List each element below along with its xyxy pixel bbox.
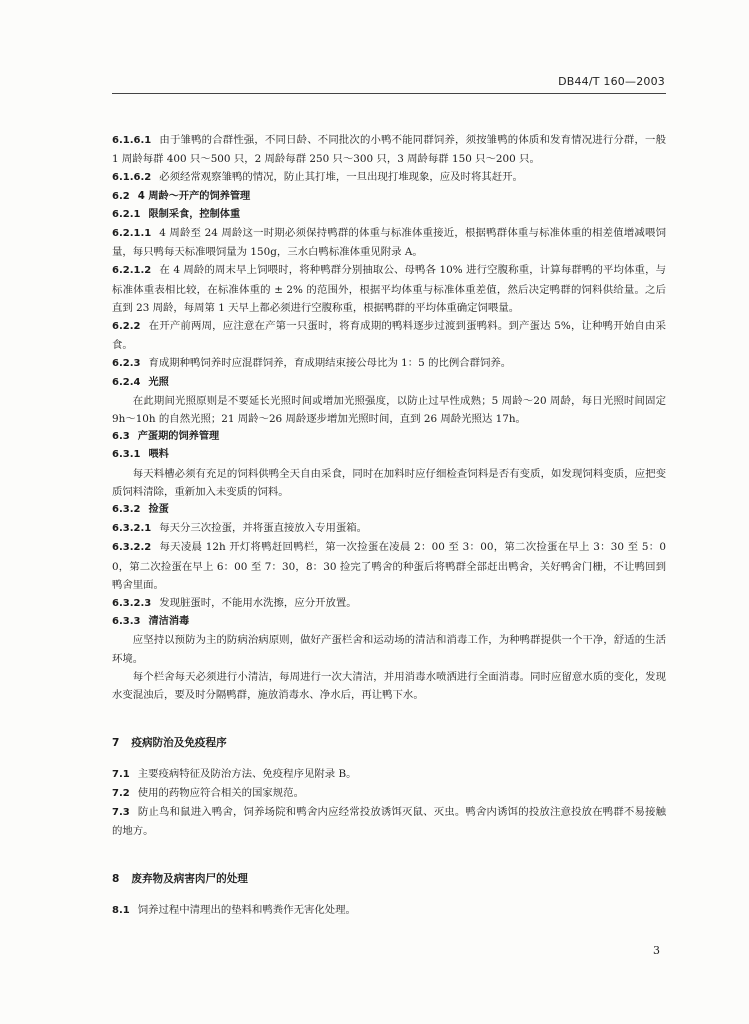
clause-text: 每天料槽必须有充足的饲料供鸭全天自由采食，同时在加料时应仔细检查饲料是否有变质，如发现饲料变质，应把变质饲料清除，重新加入未变质的饲料。 — [112, 467, 666, 498]
clause-text: 每天凌晨 12h 开灯将鸭赶回鸭栏，第一次捡蛋在凌晨 2：00 至 3：00，第二次捡蛋在早上 3：30 至 5：00，第二次捡蛋在早上 6：00 至 7：30，8：30 捡完了鸭舍的种蛋后将鸭群全部赶出鸭舍，关好鸭舍门栅，不让鸭回到鸭舍里面。 — [112, 541, 666, 591]
clause-text: 在开产前两周，应注意在产第一只蛋时，将育成期的鸭料逐步过渡到蛋鸭料。到产蛋达 5%，让种鸭开始自由采食。 — [112, 320, 666, 352]
clause-text: 发现脏蛋时，不能用水洗擦，应分开放置。 — [159, 597, 357, 610]
clause-6-2-1-1 — [112, 224, 666, 261]
document-body — [112, 131, 666, 920]
clause-text: 使用的药物应符合相关的国家规范。 — [137, 786, 304, 799]
clause-number: 8.1 — [112, 904, 130, 916]
clause-text: 4 周龄～开产的饲养管理 — [137, 190, 251, 202]
section-heading-6-3-3 — [112, 613, 666, 631]
clause-6-1-6-1 — [112, 131, 666, 168]
clause-number: 6.2.1.1 — [112, 228, 152, 240]
clause-number: 6.2.1.2 — [112, 265, 152, 277]
clause-number: 8 — [112, 873, 120, 886]
clause-text: 每天分三次捡蛋，并将蛋直接放入专用蛋箱。 — [159, 522, 368, 535]
page-number: 3 — [653, 944, 660, 957]
section-heading-6-2 — [112, 188, 666, 206]
clause-body-6-3-3-body2 — [112, 668, 666, 704]
clause-number: 6.2.2 — [112, 321, 141, 333]
clause-text: 在 4 周龄的周末早上饲喂时，将种鸭群分别抽取公、母鸭各 10% 进行空腹称重，计算每群鸭的平均体重，与标准体重表相比较，在标准体重的 ± 2% 的范围外，根据平均体重与标准体重差值，然后决定鸭群的饲料供给量。之后直到 23 周龄，每周第 1 天早上都必须进行空腹称重，根据鸭群的平均体重确定饲喂量。 — [112, 264, 666, 314]
clause-text: 清洁消毒 — [148, 616, 190, 628]
clause-6-3-2-2 — [112, 538, 666, 594]
chapter-heading-7 — [112, 734, 666, 752]
clause-number: 6.3.3 — [112, 616, 141, 628]
section-heading-6-2-4 — [112, 374, 666, 392]
clause-number: 6.2.4 — [112, 376, 141, 388]
clause-number: 7 — [112, 737, 120, 750]
clause-text: 育成期种鸭饲养时应混群饲养，育成期结束接公母比为 1：5 的比例合群饲养。 — [148, 357, 512, 370]
clause-number: 6.3.2 — [112, 504, 141, 516]
clause-text: 限制采食，控制体重 — [148, 208, 241, 220]
clause-7-1 — [112, 765, 666, 784]
clause-8-1 — [112, 901, 666, 920]
clause-number: 6.3.1 — [112, 449, 141, 461]
clause-7-3 — [112, 803, 666, 840]
clause-text: 必须经常观察雏鸭的情况，防止其打堆，一旦出现打堆现象，应及时将其赶开。 — [159, 171, 523, 184]
clause-text: 喂料 — [148, 449, 169, 461]
clause-body-6-3-3-body1 — [112, 631, 666, 667]
clause-number: 6.3.2.3 — [112, 598, 152, 610]
clause-6-2-3 — [112, 354, 666, 373]
clause-number: 6.2 — [112, 190, 130, 202]
section-heading-6-2-1 — [112, 206, 666, 224]
section-gap — [112, 840, 666, 852]
header-rule — [112, 93, 666, 94]
clause-body-6-3-1-body — [112, 465, 666, 501]
document-code: DB44/T 160—2003 — [558, 75, 665, 88]
clause-number: 6.3.2.1 — [112, 523, 152, 535]
section-heading-6-3-1 — [112, 446, 666, 464]
section-heading-6-3-2 — [112, 501, 666, 519]
clause-6-1-6-2 — [112, 168, 666, 187]
clause-number: 6.1.6.1 — [112, 135, 152, 146]
clause-text: 由于雏鸭的合群性强，不同日龄、不同批次的小鸭不能同群饲养，须按雏鸭的体质和发育情况进行分群，一般 1 周龄每群 400 只～500 只，2 周龄每群 250 只～300 只，3 周龄每群 150 只～200 只。 — [112, 134, 666, 166]
clause-text: 4 周龄至 24 周龄这一时期必须保持鸭群的体重与标准体重接近，根据鸭群体重与标准体重的相差值增减喂饲量，每只鸭每天标准喂饲量为 150g，三水白鸭标准体重见附录 A。 — [112, 227, 666, 259]
clause-text: 防止鸟和鼠进入鸭舍，饲养场院和鸭舍内应经常投放诱饵灭鼠、灭虫。鸭舍内诱饵的投放注意投放在鸭群不易接触的地方。 — [112, 805, 666, 838]
clause-body-6-2-4-body — [112, 392, 666, 428]
clause-7-2 — [112, 784, 666, 803]
clause-number: 6.3.2.2 — [112, 542, 152, 554]
chapter-heading-8 — [112, 870, 666, 888]
clause-6-2-2 — [112, 317, 666, 354]
clause-number: 6.2.3 — [112, 358, 141, 370]
clause-number: 6.1.6.2 — [112, 172, 152, 184]
section-gap — [112, 704, 666, 716]
clause-6-2-1-2 — [112, 261, 666, 317]
clause-text: 疫病防治及免疫程序 — [131, 737, 227, 750]
clause-number: 7.1 — [112, 768, 130, 780]
clause-6-3-2-1 — [112, 519, 666, 538]
clause-number: 6.2.1 — [112, 208, 141, 220]
clause-text: 光照 — [148, 376, 169, 388]
clause-text: 在此期间光照原则是不要延长光照时间或增加光照强度，以防止过早性成熟；5 周龄～20 周龄，每日光照时间固定 9h～10h 的自然光照；21 周龄～26 周龄逐步增加光照时间，直到 26 周龄光照达 17h。 — [112, 394, 666, 426]
clause-number: 7.3 — [112, 806, 130, 818]
clause-text: 捡蛋 — [148, 504, 169, 516]
clause-text: 饲养过程中清理出的垫料和鸭粪作无害化处理。 — [137, 903, 356, 916]
clause-text: 每个栏舍每天必须进行小清洁，每周进行一次大清洁，并用消毒水喷洒进行全面消毒。同时应留意水质的变化，发现水变混浊后，要及时分隔鸭群，施放消毒水、净水后，再让鸭下水。 — [112, 670, 666, 702]
clause-number: 6.3 — [112, 431, 130, 443]
clause-6-3-2-3 — [112, 594, 666, 613]
clause-number: 7.2 — [112, 787, 130, 799]
clause-text: 应坚持以预防为主的防病治病原则，做好产蛋栏舍和运动场的清洁和消毒工作，为种鸭群提供一个干净，舒适的生活环境。 — [112, 634, 666, 665]
clause-text: 主要疫病特征及防治方法、免疫程序见附录 B。 — [137, 767, 357, 780]
section-heading-6-3 — [112, 428, 666, 446]
clause-text: 废弃物及病害肉尸的处理 — [131, 873, 248, 886]
clause-text: 产蛋期的饲养管理 — [137, 431, 220, 443]
